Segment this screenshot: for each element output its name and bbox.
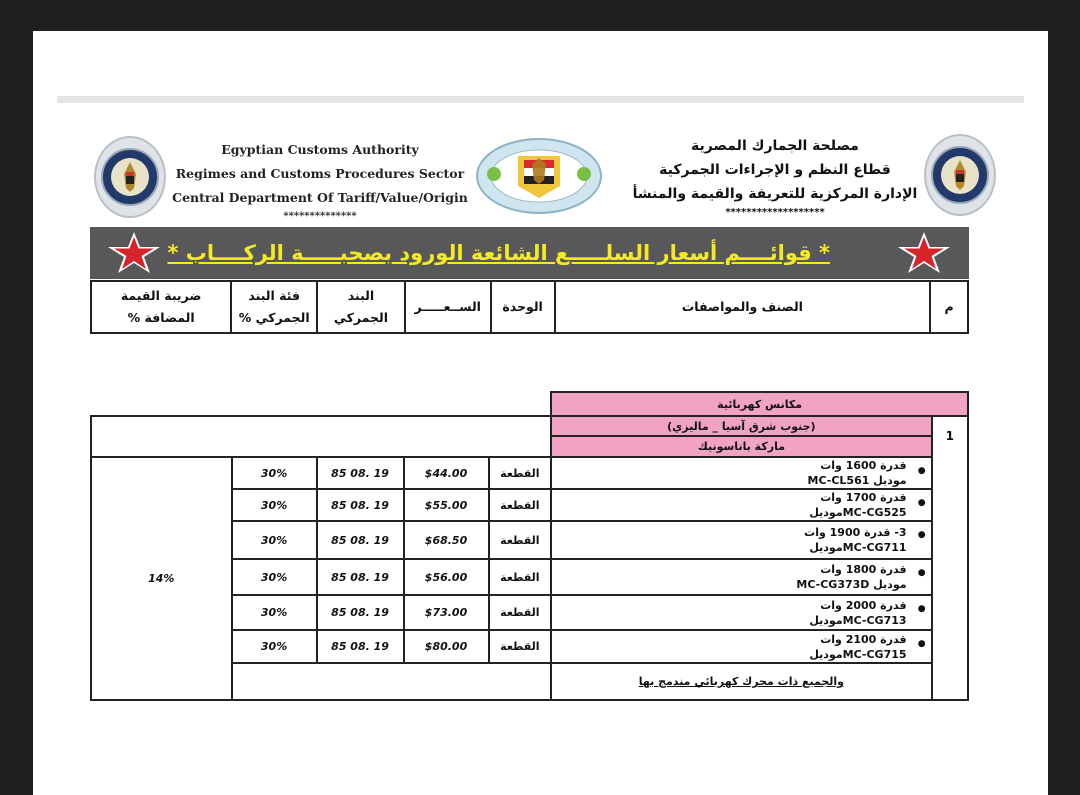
ministry-of-finance-seal-icon <box>924 134 996 216</box>
sector-name-ar: قطاع النظم و الإجراءات الجمركية <box>659 162 891 178</box>
department-name-en: Central Department Of Tariff/Value/Origin <box>172 190 468 205</box>
col-tariff: البند الجمركي <box>317 281 405 333</box>
authority-name-ar: مصلحة الجمارك المصرية <box>691 138 859 154</box>
col-unit: الوحدة <box>491 281 555 333</box>
item-spec: ● 3- قدرة 1900 وات MC-CG711موديل <box>551 521 931 559</box>
department-name-ar: الإدارة المركزية للتعريفة والقيمة والمنشأ <box>632 186 918 202</box>
footer-note: والجميع ذات محرك كهربائي مندمج بها <box>551 663 931 700</box>
english-header <box>170 138 470 224</box>
asterisk-line-en: ************** <box>283 211 357 222</box>
table-row: 14% 30% 85 08. 19 $44.00 القطعة ● قدرة 1600 وات موديل MC-CL561 <box>91 457 968 489</box>
item-spec: ● قدرة 2000 وات MC-CG713موديل <box>551 595 931 630</box>
table-row: 30% 85 08. 19 $80.00 القطعة ● قدرة 2100 وات MC-CG715موديل <box>91 630 968 663</box>
price-table <box>90 391 969 701</box>
title-banner <box>90 227 969 279</box>
table-row: 30% 85 08. 19 $68.50 القطعة ● 3- قدرة 1900 وات MC-CG711موديل <box>91 521 968 559</box>
item-spec: ● قدرة 2100 وات MC-CG715موديل <box>551 630 931 663</box>
top-divider <box>57 96 1024 103</box>
category-title: مكانس كهربائية <box>551 392 968 416</box>
banner-title: * قوائــــم أسعار السلـــــع الشائعة الورود بصحبـــــة الركــــاب * <box>167 241 830 265</box>
category-brand: ماركة باناسونيك <box>551 436 931 457</box>
arabic-header <box>630 134 920 220</box>
ministry-of-finance-seal-icon <box>94 136 166 218</box>
table-row: 30% 85 08. 19 $73.00 القطعة ● قدرة 2000 وات MC-CG713موديل <box>91 595 968 630</box>
red-star-icon <box>896 231 952 275</box>
col-no: م <box>930 281 968 333</box>
row-number: 1 <box>932 416 968 700</box>
col-category: فئة البند الجمركي % <box>231 281 317 333</box>
empty-header-cell <box>91 416 551 457</box>
table-row: 30% 85 08. 19 $56.00 القطعة ● قدرة 1800 وات موديل MC-CG373D <box>91 559 968 595</box>
vat-cell: 14% <box>91 457 232 700</box>
item-spec: ● قدرة 1800 وات موديل MC-CG373D <box>551 559 931 595</box>
table-row: 30% 85 08. 19 $55.00 القطعة ● قدرة 1700 وات MC-CG525موديل <box>91 489 968 521</box>
item-spec: ● قدرة 1600 وات موديل MC-CL561 <box>551 457 931 489</box>
red-star-icon <box>106 231 162 275</box>
item-spec: ● قدرة 1700 وات MC-CG525موديل <box>551 489 931 521</box>
col-item: الصنف والمواصفات <box>555 281 931 333</box>
authority-name-en: Egyptian Customs Authority <box>221 142 419 157</box>
egyptian-customs-authority-emblem-icon <box>474 136 604 216</box>
category-origin: (جنوب شرق آسيا _ ماليزي) <box>551 416 931 436</box>
col-price: الســعـــــر <box>405 281 491 333</box>
column-header-table <box>90 280 969 334</box>
asterisk-line-ar: ******************* <box>725 207 825 218</box>
col-vat: ضريبة القيمة المضافة % <box>91 281 231 333</box>
sector-name-en: Regimes and Customs Procedures Sector <box>175 166 465 181</box>
